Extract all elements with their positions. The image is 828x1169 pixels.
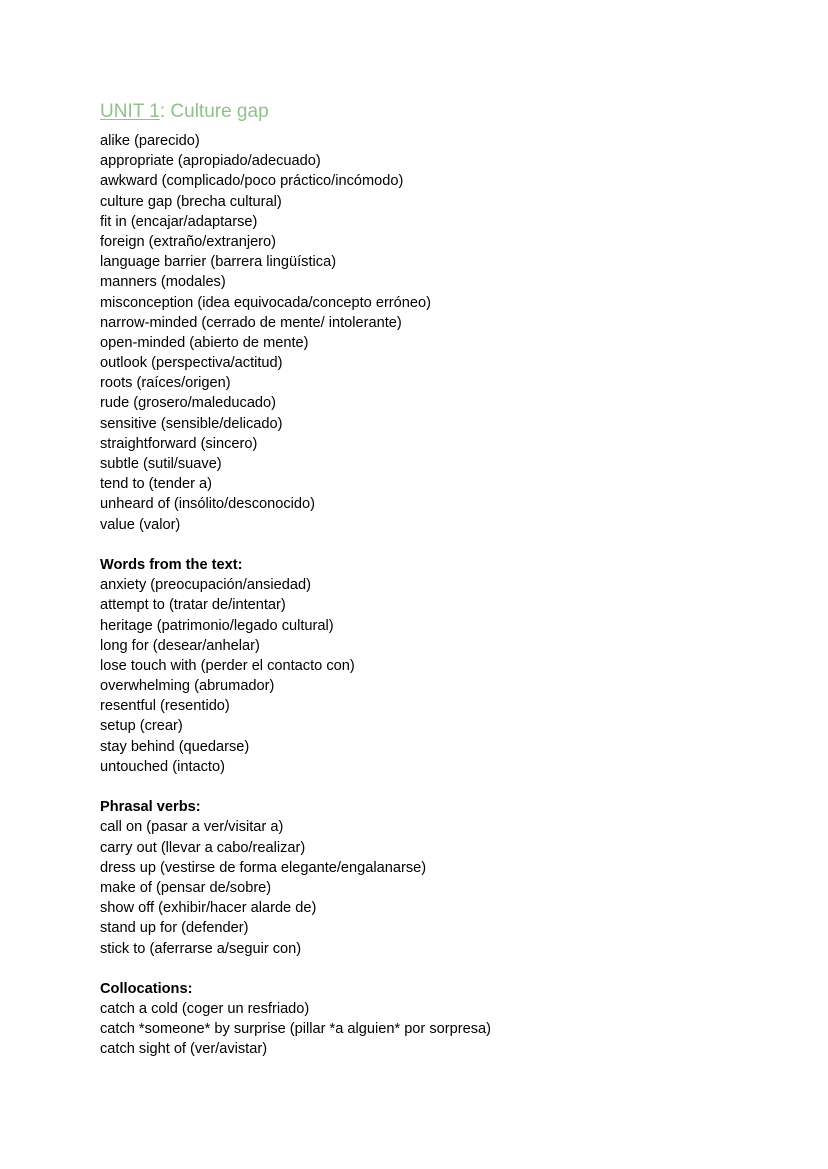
list-item: awkward (complicado/poco práctico/incómodo) — [100, 173, 404, 190]
phrasal-verbs-section — [100, 797, 800, 959]
list-item: heritage (patrimonio/legado cultural) — [100, 617, 334, 634]
section-heading: Words from the text: — [100, 556, 243, 573]
list-item: carry out (llevar a cabo/realizar) — [100, 839, 306, 856]
list-item: appropriate (apropiado/adecuado) — [100, 153, 321, 170]
list-item: stay behind (quedarse) — [100, 738, 250, 755]
document-page — [100, 99, 800, 1060]
list-item: overwhelming (abrumador) — [100, 678, 275, 695]
list-item: unheard of (insólito/desconocido) — [100, 496, 315, 513]
list-item: tend to (tender a) — [100, 476, 212, 493]
list-item: resentful (resentido) — [100, 698, 230, 715]
section-heading: Collocations: — [100, 980, 193, 997]
list-item: anxiety (preocupación/ansiedad) — [100, 577, 311, 594]
list-item: catch sight of (ver/avistar) — [100, 1041, 268, 1058]
list-item: roots (raíces/origen) — [100, 375, 231, 392]
list-item: long for (desear/anhelar) — [100, 637, 260, 654]
words-from-text-section — [100, 555, 800, 777]
list-item: culture gap (brecha cultural) — [100, 193, 282, 210]
list-item: rude (grosero/maleducado) — [100, 395, 277, 412]
list-item: language barrier (barrera lingüística) — [100, 254, 337, 271]
list-item: catch a cold (coger un resfriado) — [100, 1001, 310, 1018]
list-item: stick to (aferrarse a/seguir con) — [100, 940, 302, 957]
list-item: misconception (idea equivocada/concepto erróneo) — [100, 294, 431, 311]
collocations-list — [100, 999, 800, 1060]
vocab-list — [100, 131, 800, 535]
list-item: subtle (sutil/suave) — [100, 456, 222, 472]
collocations-section — [100, 979, 800, 1060]
unit-label: UNIT 1 — [100, 101, 160, 122]
phrasal-verbs-list — [100, 817, 800, 958]
list-item: show off (exhibir/hacer alarde de) — [100, 900, 317, 917]
list-item: untouched (intacto) — [100, 758, 225, 775]
words-from-text-list — [100, 575, 800, 777]
list-item: value (valor) — [100, 516, 181, 533]
list-item: call on (pasar a ver/visitar a) — [100, 819, 284, 836]
list-item: outlook (perspectiva/actitud) — [100, 355, 283, 372]
list-item: manners (modales) — [100, 274, 226, 291]
section-heading: Phrasal verbs: — [100, 799, 201, 816]
page-title — [100, 99, 800, 125]
list-item: narrow-minded (cerrado de mente/ intolerante) — [100, 314, 402, 331]
list-item: straightforward (sincero) — [100, 435, 258, 452]
list-item: alike (parecido) — [100, 133, 200, 149]
list-item: attempt to (tratar de/intentar) — [100, 597, 286, 614]
list-item: stand up for (defender) — [100, 920, 249, 937]
list-item: setup (crear) — [100, 718, 183, 735]
list-item: dress up (vestirse de forma elegante/engalanarse) — [100, 859, 427, 876]
list-item: catch *someone* by surprise (pillar *a alguien* por sorpresa) — [100, 1021, 491, 1038]
list-item: lose touch with (perder el contacto con) — [100, 657, 355, 674]
list-item: make of (pensar de/sobre) — [100, 879, 272, 896]
unit-topic: : Culture gap — [159, 101, 269, 122]
list-item: open-minded (abierto de mente) — [100, 334, 309, 351]
list-item: sensitive (sensible/delicado) — [100, 415, 283, 432]
list-item: foreign (extraño/extranjero) — [100, 233, 277, 250]
list-item: fit in (encajar/adaptarse) — [100, 213, 258, 230]
